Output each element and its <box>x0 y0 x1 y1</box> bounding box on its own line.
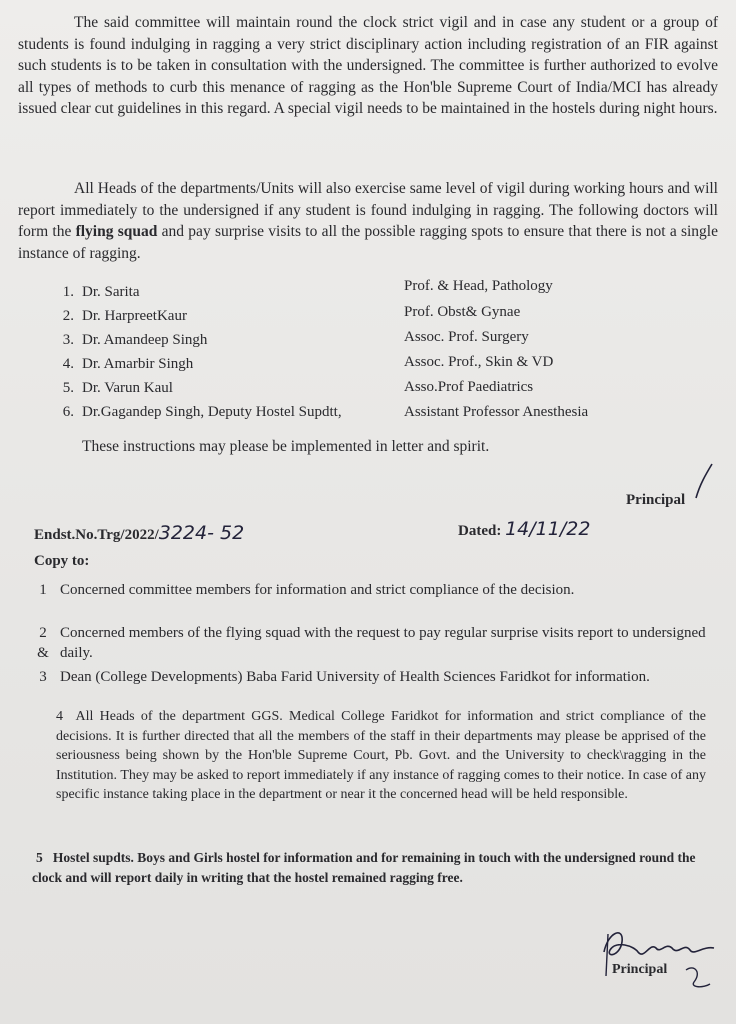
paragraph-committee-vigil: The said committee will maintain round the clock strict vigil and in case any student or a group of students is found indulging in ragging a very strict disciplinary action including registration of an FIR against such students is to be taken in consultation with the undersigned. The committee is further authorized to evolve all types of methods to curb this menance of ragging as the Hon'ble Supreme Court of India/MCI has already issued clear cut guidelines in this regard. A special vigil needs to be maintained in the hostels during night hours. <box>18 14 718 117</box>
doctor-row <box>52 278 732 308</box>
doctor-row <box>52 380 732 404</box>
doctor-name: Dr. Amarbir Singh <box>82 356 194 372</box>
flying-squad-bold: flying squad <box>75 223 158 240</box>
endorsement-handwritten: 3224- 52 <box>158 522 245 544</box>
copy-item-number: 4 <box>56 709 63 724</box>
doctor-designation: Assoc. Prof., Skin & VD <box>404 354 554 370</box>
copy-item-number: 3 <box>39 669 47 685</box>
p2-text-end: and pay surprise visits to all the possible ragging spots to ensure that there is not a single instance of ragging. <box>18 223 718 262</box>
closing-instruction: These instructions may please be implemented in letter and spirit. <box>82 438 490 455</box>
doctor-number: 6. <box>62 404 74 420</box>
paragraph-heads-of-departments <box>18 178 718 264</box>
copy-item-text: Dean (College Developments) Baba Farid University of Health Sciences Faridkot for information. <box>60 669 650 685</box>
copy-item <box>56 707 706 805</box>
dated-label: Dated: <box>458 523 502 539</box>
doctor-row <box>52 356 732 380</box>
dated <box>458 518 590 540</box>
doctor-designation: Assoc. Prof. Surgery <box>404 329 529 345</box>
copy-to-heading: Copy to: <box>34 553 90 569</box>
p2-text-start: All Heads of the departments/Units will also exercise same level of vigil during working hours and will report immediately to the undersigned if any student is found indulging in ragging. The following doctors will form the <box>18 180 718 240</box>
principal-signature-icon <box>594 912 724 992</box>
pen-tick-mark-icon <box>690 462 720 502</box>
doctor-number: 4. <box>62 356 74 372</box>
doctor-designation: Assistant Professor Anesthesia <box>404 404 589 420</box>
doctor-name: Dr. Varun Kaul <box>82 380 173 396</box>
doctor-name: Dr. Sarita <box>82 284 140 300</box>
copy-item-text: Hostel supdts. Boys and Girls hostel for information and for remaining in touch with the undersigned round the clock and will report daily in writing that the hostel remained ragging free. <box>32 850 696 885</box>
doctor-designation: Prof. & Head, Pathology <box>404 278 553 294</box>
copy-item-number: 2 <box>39 625 47 641</box>
copy-item-text: Concerned committee members for information and strict compliance of the decision. <box>60 582 575 598</box>
copy-item-number: 5 <box>36 850 43 865</box>
copy-item <box>37 623 710 663</box>
doctor-designation: Asso.Prof Paediatrics <box>404 379 534 395</box>
doctor-designation: Prof. Obst& Gynae <box>404 304 521 320</box>
doctor-row <box>52 304 732 332</box>
doctor-row <box>52 329 732 356</box>
doctor-number: 5. <box>62 380 74 396</box>
dated-handwritten: 14/11/22 <box>505 518 591 540</box>
doctor-number: 2. <box>62 308 74 324</box>
doctor-name: Dr.Gagandep Singh, Deputy Hostel Supdtt, <box>82 404 342 420</box>
copy-item <box>39 667 710 687</box>
copy-item-text: Concerned members of the flying squad with the request to pay regular surprise visits report to undersigned daily. <box>60 625 706 661</box>
doctor-number: 1. <box>62 284 74 300</box>
copy-item-ampersand: & <box>37 645 49 661</box>
copy-item <box>39 580 710 600</box>
copy-item-text: All Heads of the department GGS. Medical College Faridkot for information and strict compliance of the decisions. It is further directed that all the members of the staff in their departments may please be apprised of the seriousness being shown by the Hon'ble Supreme Court, Pb. Govt. and the University to check\ragging in the Institution. They may be asked to report immediately if any instance of ragging comes to their notice. In case of any specific instance taking place in the department or near it the concerned head will be held responsible. <box>56 709 706 802</box>
copy-item-number: 1 <box>39 582 47 598</box>
principal-label-2: Principal <box>612 962 668 977</box>
doctors-list <box>52 278 732 428</box>
endorsement-label: Endst.No.Trg/2022/ <box>34 527 159 543</box>
doctor-name: Dr. HarpreetKaur <box>82 308 187 324</box>
endorsement-number <box>34 522 244 544</box>
doctor-number: 3. <box>62 332 74 348</box>
principal-label: Principal <box>626 492 686 508</box>
doctor-name: Dr. Amandeep Singh <box>82 332 208 348</box>
copy-item <box>32 848 712 887</box>
doctor-row <box>52 404 732 428</box>
